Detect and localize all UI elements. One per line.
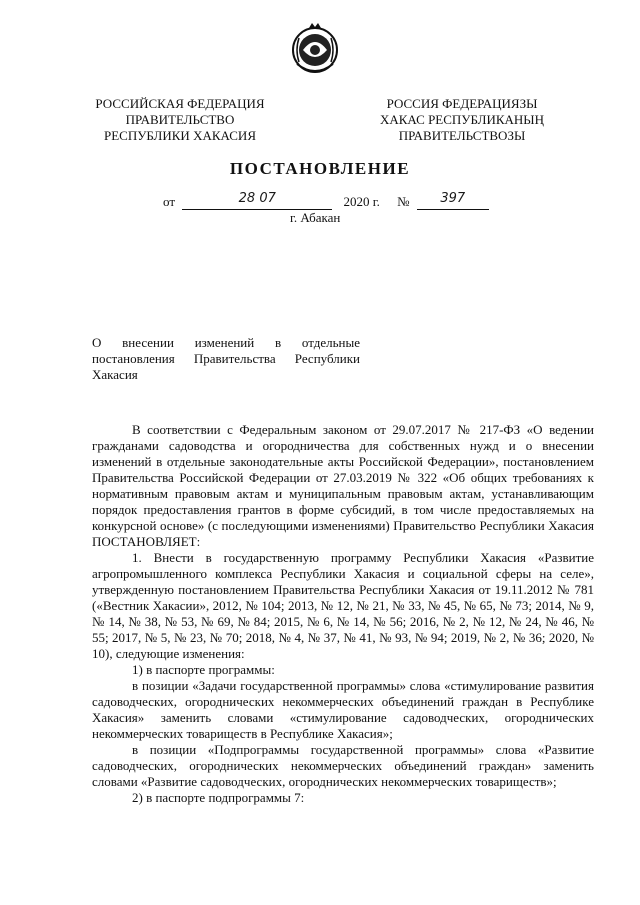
- header-left-line: ПРАВИТЕЛЬСТВО: [125, 112, 235, 127]
- date-field: 28 07: [182, 192, 332, 210]
- number-label: №: [397, 194, 410, 209]
- date-from-label: от: [163, 194, 176, 209]
- header-right: [362, 96, 562, 144]
- body-paragraph: В соответствии с Федеральным законом от 29.07.2017 № 217-ФЗ «О ведении гражданами садоводства и огородничества для собственных нужд и о внесении изменений в отдельные законодательные акты Российской Федерации», постановлением Правительства Российской Федерации от 27.03.2019 № 322 «Об общих требованиях к нормативным правовым актам и муниципальным правовым актам, устанавливающим порядок предоставления грантов в форме субсидий, в том числе предоставляемых на конкурсной основе» (с последующими изменениями) Правительство Республики Хакасия ПОСТАНОВЛЯЕТ:: [92, 422, 594, 549]
- header-right-line: ХАКАС РЕСПУБЛИКАНЫҢ: [379, 112, 545, 127]
- header-left-line: РЕСПУБЛИКИ ХАКАСИЯ: [103, 128, 256, 143]
- header-right-line: ПРАВИТЕЛЬСТВОЗЫ: [398, 128, 526, 143]
- body-paragraph: в позиции «Задачи государственной программы» слова «стимулирование развития садоводческих, огороднических некоммерческих объединений граждан в Республике Хакасия» заменить словами «стимулирование садоводческих, огороднических некоммерческих товариществ в Республике Хакасия»;: [92, 678, 594, 741]
- header-left: [80, 96, 280, 144]
- number-field: 397: [417, 192, 489, 210]
- header-right-line: РОССИЯ ФЕДЕРАЦИЯЗЫ: [386, 96, 538, 111]
- document-body: [92, 422, 594, 806]
- coat-of-arms-emblem: [289, 20, 341, 76]
- city-label: г. Абакан: [290, 210, 341, 225]
- year-label: 2020 г.: [343, 194, 380, 209]
- body-paragraph: 1. Внести в государственную программу Республики Хакасия «Развитие агропромышленного комплекса Республики Хакасия и социальной сферы на селе», утвержденную постановлением Правительства Республики Хакасия от 19.11.2012 № 781 («Вестник Хакасии», 2012, № 104; 2013, № 12, № 21, № 33, № 45, № 65, № 73; 2014, № 9, № 14, № 38, № 53, № 69, № 84; 2015, № 6, № 14, № 56; 2016, № 2, № 12, № 24, № 46, № 55; 2017, № 5, № 23, № 70; 2018, № 4, № 37, № 41, № 93, № 94; 2019, № 2, № 36; 2020, № 10), следующие изменения:: [92, 550, 594, 661]
- body-paragraph: 2) в паспорте подпрограммы 7:: [132, 790, 305, 805]
- document-title: ПОСТАНОВЛЕНИЕ: [229, 159, 411, 178]
- body-paragraph: в позиции «Подпрограммы государственной программы» слова «Развитие садоводческих, огороднических некоммерческих объединений граждан» заменить словами «Развитие садоводческих, огороднических некоммерческих товариществ»;: [92, 742, 594, 789]
- body-paragraph: 1) в паспорте программы:: [132, 662, 275, 677]
- document-subject: О внесении изменений в отдельные постановления Правительства Республики Хакасия: [92, 335, 360, 382]
- header-left-line: РОССИЙСКАЯ ФЕДЕРАЦИЯ: [95, 96, 265, 111]
- date-number-line: [163, 192, 489, 210]
